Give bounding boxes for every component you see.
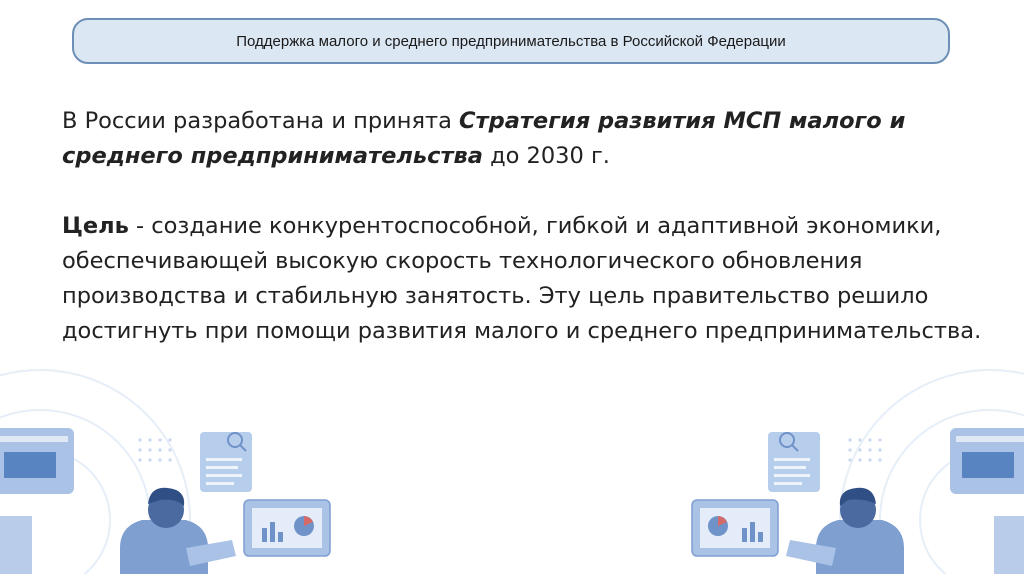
person-icon [120,488,236,574]
right-background-arcs [840,370,1024,574]
slide-body [62,104,982,349]
goal-paragraph [62,209,982,349]
strategy-tail-text: до 2030 г. [482,143,610,169]
person-icon-right [786,488,904,574]
left-background-arcs [0,370,190,574]
dotted-grid-left [138,438,171,461]
tablet-chart-icon [244,500,330,556]
document-search-icon-right [768,432,820,492]
dotted-grid-right [848,438,881,461]
strategy-paragraph [62,104,982,174]
strategy-lead-text: В России разработана и принята [62,108,460,134]
page-title: Поддержка малого и среднего предпринимательства в Российской Федерации [236,32,786,50]
monitor-icon-right [950,428,1024,574]
strategy-name: Стратегия развития МСП малого и среднего предпринимательства [62,108,906,169]
goal-label: Цель [62,213,129,239]
tablet-chart-icon-right [692,500,778,556]
goal-text: - создание конкурентоспособной, гибкой и адаптивной экономики, обеспечивающей высокую скорость технологического обновления производства и стабильную занятость. Эту цель правительство решило достигнуть при помощи развития малого и среднего предпринимательства. [62,213,982,344]
monitor-icon [0,428,74,574]
header-banner [72,18,950,64]
document-search-icon [200,432,252,492]
